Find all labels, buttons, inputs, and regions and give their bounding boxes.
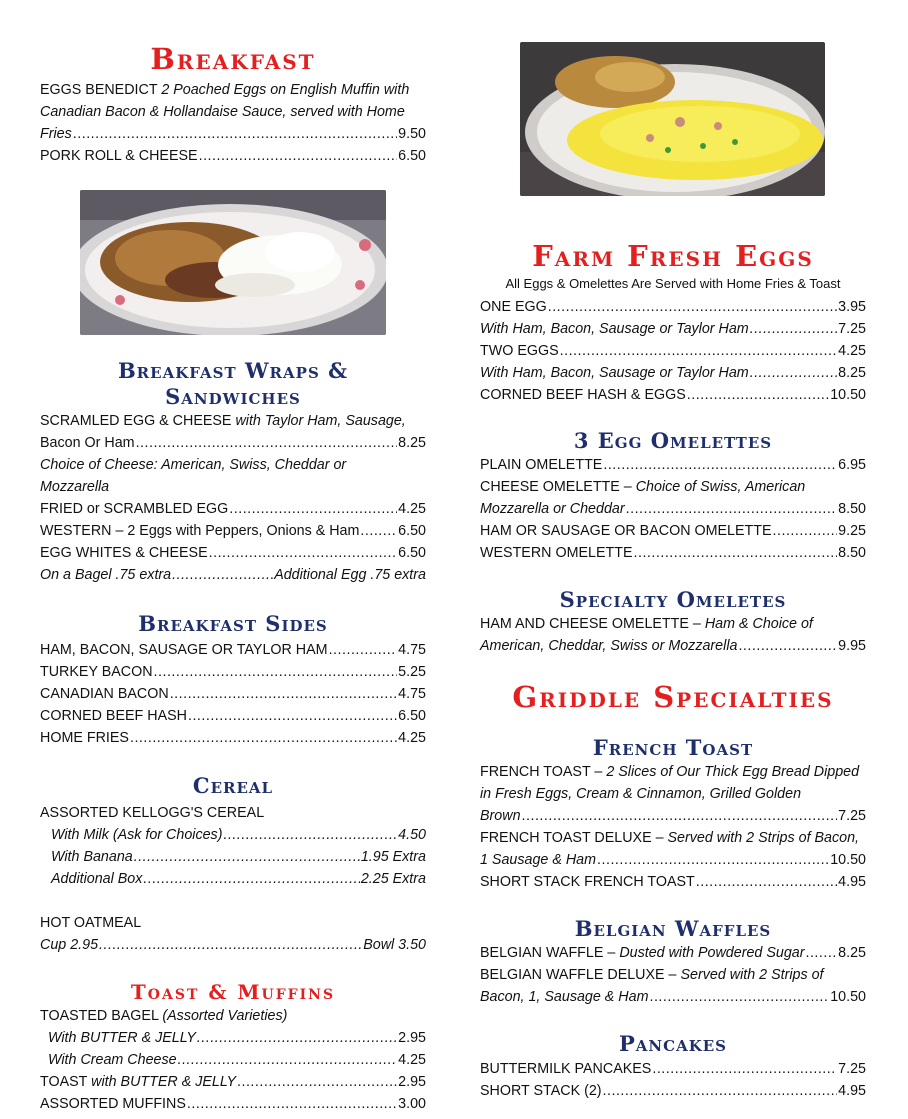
item-price: 8.25: [838, 945, 866, 961]
section-title-griddle: Griddle Specialties: [512, 680, 834, 714]
menu-item: [480, 498, 866, 520]
item-name: EGG WHITES & CHEESE: [40, 545, 208, 561]
toast-section: [40, 1005, 426, 1115]
oatmeal-title: HOT OATMEAL: [40, 915, 142, 931]
cereal-assorted: ASSORTED KELLOGG'S CEREAL: [40, 805, 265, 821]
item-name: HAM OR SAUSAGE OR BACON OMELETTE: [480, 523, 772, 539]
menu-item: [480, 454, 866, 476]
item-price: 2.95: [398, 1074, 426, 1090]
menu-item: [480, 520, 866, 542]
leader-dots: [199, 145, 398, 167]
item-price: 6.50: [398, 148, 426, 164]
section-title-breakfast: Breakfast: [150, 42, 316, 76]
leader-dots: [750, 318, 837, 340]
menu-item: [480, 942, 866, 964]
item-name: Additional Box: [51, 871, 143, 887]
wraps-section: [40, 410, 426, 586]
leader-dots: [136, 432, 398, 454]
menu-item: [40, 661, 426, 683]
section-title-waffles: Belgian Waffles: [574, 916, 772, 941]
item-price: 10.50: [830, 852, 866, 868]
bagel-line: [40, 1005, 426, 1027]
item-name: CANADIAN BACON: [40, 686, 169, 702]
item-price: 3.95: [838, 299, 866, 315]
leader-dots: [773, 520, 838, 542]
item-price: 2.95: [398, 1030, 426, 1046]
item-desc: Ham & Choice of: [704, 616, 813, 632]
item-price: 8.25: [838, 365, 866, 381]
item-name: WESTERN – 2 Eggs with Peppers, Onions & Ham: [40, 523, 360, 539]
item-price: 8.50: [838, 545, 866, 561]
item-desc: Dusted with Powdered Sugar: [619, 945, 805, 961]
menu-item: [480, 805, 866, 827]
item-price: 4.50: [398, 827, 426, 843]
leader-dots: [738, 635, 837, 657]
menu-item: [480, 849, 866, 871]
leader-dots: [597, 849, 829, 871]
item-price: Additional Egg .75 extra: [274, 567, 426, 583]
item-price: 7.25: [838, 321, 866, 337]
leader-dots: [170, 683, 397, 705]
menu-item: [40, 1027, 426, 1049]
menu-item: [480, 986, 866, 1008]
section-title-farm-fresh-eggs: Farm Fresh Eggs: [532, 239, 814, 273]
item-price: 1.95 Extra: [360, 849, 426, 865]
menu-item: [40, 145, 426, 167]
leader-dots: [603, 454, 837, 476]
item-name: ONE EGG: [480, 299, 547, 315]
menu-item: [480, 542, 866, 564]
leader-dots: [73, 123, 397, 145]
menu-item: [40, 542, 426, 564]
sides-section: [40, 639, 426, 749]
menu-item: [480, 1058, 866, 1080]
leader-dots: [687, 384, 829, 406]
waffles-section: [480, 942, 866, 1008]
item-desc: Served with 2 Strips of: [680, 967, 824, 983]
cheese-omelette-line1: [480, 476, 866, 498]
menu-item: [480, 340, 866, 362]
leader-dots: [634, 542, 838, 564]
french-toast-deluxe-line1: [480, 827, 866, 849]
item-price: 10.50: [830, 387, 866, 403]
item-name: With Ham, Bacon, Sausage or Taylor Ham: [480, 321, 749, 337]
omelette-photo: [520, 42, 825, 196]
item-name: TOAST: [40, 1074, 88, 1090]
item-name: SCRAMLED EGG & CHEESE: [40, 413, 232, 429]
item-name: CORNED BEEF HASH & EGGS: [480, 387, 686, 403]
french-toast-line1: [480, 761, 866, 783]
item-name: TWO EGGS: [480, 343, 559, 359]
item-desc: with Taylor Ham, Sausage,: [235, 413, 406, 429]
item-name: With BUTTER & JELLY: [48, 1030, 196, 1046]
leader-dots: [154, 661, 398, 683]
menu-item: [480, 635, 866, 657]
item-price: 8.25: [398, 435, 426, 451]
specialty-line1: [480, 613, 866, 635]
pancakes-section: [480, 1058, 866, 1102]
menu-item: [480, 362, 866, 384]
cheese-choice-line1: Choice of Cheese: American, Swiss, Cheddar or: [40, 457, 347, 473]
leader-dots: [649, 986, 829, 1008]
item-price: 2.25 Extra: [360, 871, 426, 887]
item-desc: Choice of Swiss, American: [635, 479, 806, 495]
french-toast-line2: in Fresh Eggs, Cream & Cinnamon, Grilled Golden: [480, 786, 802, 802]
eggs-hash-photo: [80, 190, 386, 335]
item-desc: with BUTTER & JELLY: [91, 1074, 237, 1090]
leader-dots: [178, 1049, 398, 1071]
leader-dots: [237, 1071, 397, 1093]
menu-item: [40, 123, 426, 145]
leader-dots: [99, 934, 362, 956]
farm-section: [480, 296, 866, 406]
eggs-benedict-line2: Canadian Bacon & Hollandaise Sauce, served with Home: [40, 104, 405, 120]
leader-dots: [560, 340, 838, 362]
item-price: 9.95: [838, 638, 866, 654]
item-name: SHORT STACK FRENCH TOAST: [480, 874, 695, 890]
item-name: EGGS BENEDICT: [40, 82, 158, 98]
menu-item: [40, 1049, 426, 1071]
breakfast-section: [40, 79, 426, 167]
title-line2: Sandwiches: [165, 384, 301, 409]
item-name: TOASTED BAGEL: [40, 1008, 159, 1024]
section-title-omelettes: 3 Egg Omelettes: [573, 428, 773, 453]
leader-dots: [522, 805, 838, 827]
item-name: ASSORTED MUFFINS: [40, 1096, 186, 1112]
menu-item: [40, 432, 426, 454]
item-price: 5.25: [398, 664, 426, 680]
item-price: 4.95: [838, 1083, 866, 1099]
item-name: With Cream Cheese: [48, 1052, 177, 1068]
item-price: 6.50: [398, 523, 426, 539]
menu-item: [40, 639, 426, 661]
item-name: FRENCH TOAST DELUXE –: [480, 830, 664, 846]
menu-item: [40, 520, 426, 542]
leader-dots: [360, 520, 397, 542]
item-name: With Banana: [51, 849, 133, 865]
omelettes-section: [480, 454, 866, 564]
item-name: HOME FRIES: [40, 730, 129, 746]
menu-item: [40, 1093, 426, 1115]
menu-item: [480, 296, 866, 318]
menu-item: [480, 871, 866, 893]
leader-dots: [548, 296, 837, 318]
leader-dots: [329, 639, 398, 661]
item-price: 4.25: [398, 501, 426, 517]
item-price: 4.95: [838, 874, 866, 890]
item-price: 9.50: [398, 126, 426, 142]
item-name: CHEESE OMELETTE –: [480, 479, 632, 495]
french-toast-section: [480, 761, 866, 893]
eggs-benedict-line1: [40, 79, 426, 101]
item-name: BUTTERMILK PANCAKES: [480, 1061, 652, 1077]
item-price: 4.75: [398, 686, 426, 702]
leader-dots: [223, 824, 397, 846]
item-desc: 2 Slices of Our Thick Egg Bread Dipped: [606, 764, 860, 780]
item-name: Brown: [480, 808, 521, 824]
section-title-specialty: Specialty Omeletes: [559, 587, 787, 612]
item-name: FRIED or SCRAMBLED EGG: [40, 501, 229, 517]
leader-dots: [652, 1058, 837, 1080]
item-desc: Served with 2 Strips of Bacon,: [667, 830, 860, 846]
menu-item: [40, 498, 426, 520]
item-name: CORNED BEEF HASH: [40, 708, 187, 724]
item-price: 4.25: [838, 343, 866, 359]
item-name: BELGIAN WAFFLE DELUXE –: [480, 967, 677, 983]
scrambled-line1: [40, 410, 426, 432]
item-name: With Milk (Ask for Choices): [51, 827, 223, 843]
item-price: 8.50: [838, 501, 866, 517]
item-name: Bacon Or Ham: [40, 435, 135, 451]
item-name: On a Bagel .75 extra: [40, 567, 172, 583]
item-price: 4.25: [398, 1052, 426, 1068]
leader-dots: [134, 846, 360, 868]
item-name: 1 Sausage & Ham: [480, 852, 597, 868]
item-price: 7.25: [838, 1061, 866, 1077]
leader-dots: [805, 942, 837, 964]
cheese-choice-line2: Mozzarella: [40, 479, 110, 495]
waffle-deluxe-line1: [480, 964, 866, 986]
item-name: Bacon, 1, Sausage & Ham: [480, 989, 649, 1005]
leader-dots: [197, 1027, 397, 1049]
leader-dots: [143, 868, 359, 890]
item-price: 4.75: [398, 642, 426, 658]
leader-dots: [603, 1080, 838, 1102]
cereal-section: [40, 802, 426, 956]
item-name: TURKEY BACON: [40, 664, 153, 680]
leader-dots: [130, 727, 397, 749]
menu-item: [40, 934, 426, 956]
item-price: 9.25: [838, 523, 866, 539]
menu-item: [480, 1080, 866, 1102]
menu-item: [40, 1071, 426, 1093]
leader-dots: [229, 498, 397, 520]
item-price: 6.95: [838, 457, 866, 473]
leader-dots: [696, 871, 837, 893]
item-price: 7.25: [838, 808, 866, 824]
farm-subtitle: All Eggs & Omelettes Are Served with Home Fries & Toast: [505, 276, 841, 291]
section-title-cereal: Cereal: [192, 773, 274, 798]
item-name: Fries: [40, 126, 72, 142]
section-title-sides: Breakfast Sides: [138, 611, 328, 636]
section-title-toast: Toast & Muffins: [130, 980, 336, 1004]
leader-dots: [209, 542, 398, 564]
menu-item: [40, 564, 426, 586]
item-price: 6.50: [398, 708, 426, 724]
item-name: SHORT STACK (2): [480, 1083, 602, 1099]
menu-item: [40, 705, 426, 727]
menu-item: [40, 846, 426, 868]
item-price: 10.50: [830, 989, 866, 1005]
menu-item: [40, 727, 426, 749]
item-name: HAM, BACON, SAUSAGE OR TAYLOR HAM: [40, 642, 328, 658]
item-name: Cup 2.95: [40, 937, 99, 953]
item-name: FRENCH TOAST –: [480, 764, 603, 780]
leader-dots: [188, 705, 397, 727]
title-line1: Breakfast Wraps &: [117, 358, 349, 383]
menu-item: [40, 683, 426, 705]
specialty-section: [480, 613, 866, 657]
item-price: 6.50: [398, 545, 426, 561]
item-name: WESTERN OMELETTE: [480, 545, 633, 561]
menu-item: [40, 824, 426, 846]
item-name: HAM AND CHEESE OMELETTE –: [480, 616, 701, 632]
leader-dots: [187, 1093, 397, 1115]
item-name: PORK ROLL & CHEESE: [40, 148, 198, 164]
section-title-wraps: [40, 358, 426, 410]
item-desc: (Assorted Varieties): [162, 1008, 288, 1024]
menu-item: [40, 868, 426, 890]
item-desc: 2 Poached Eggs on English Muffin with: [161, 82, 410, 98]
item-price: 4.25: [398, 730, 426, 746]
menu-item: [480, 384, 866, 406]
section-title-french-toast: French Toast: [592, 735, 754, 760]
section-title-pancakes: Pancakes: [618, 1031, 728, 1056]
leader-dots: [626, 498, 838, 520]
item-name: PLAIN OMELETTE: [480, 457, 603, 473]
item-name: With Ham, Bacon, Sausage or Taylor Ham: [480, 365, 749, 381]
item-name: BELGIAN WAFFLE –: [480, 945, 616, 961]
item-price: Bowl 3.50: [363, 937, 426, 953]
leader-dots: [750, 362, 837, 384]
leader-dots: [172, 564, 273, 586]
item-price: 3.00: [398, 1096, 426, 1112]
item-name: American, Cheddar, Swiss or Mozzarella: [480, 638, 738, 654]
menu-item: [480, 318, 866, 340]
item-name: Mozzarella or Cheddar: [480, 501, 625, 517]
